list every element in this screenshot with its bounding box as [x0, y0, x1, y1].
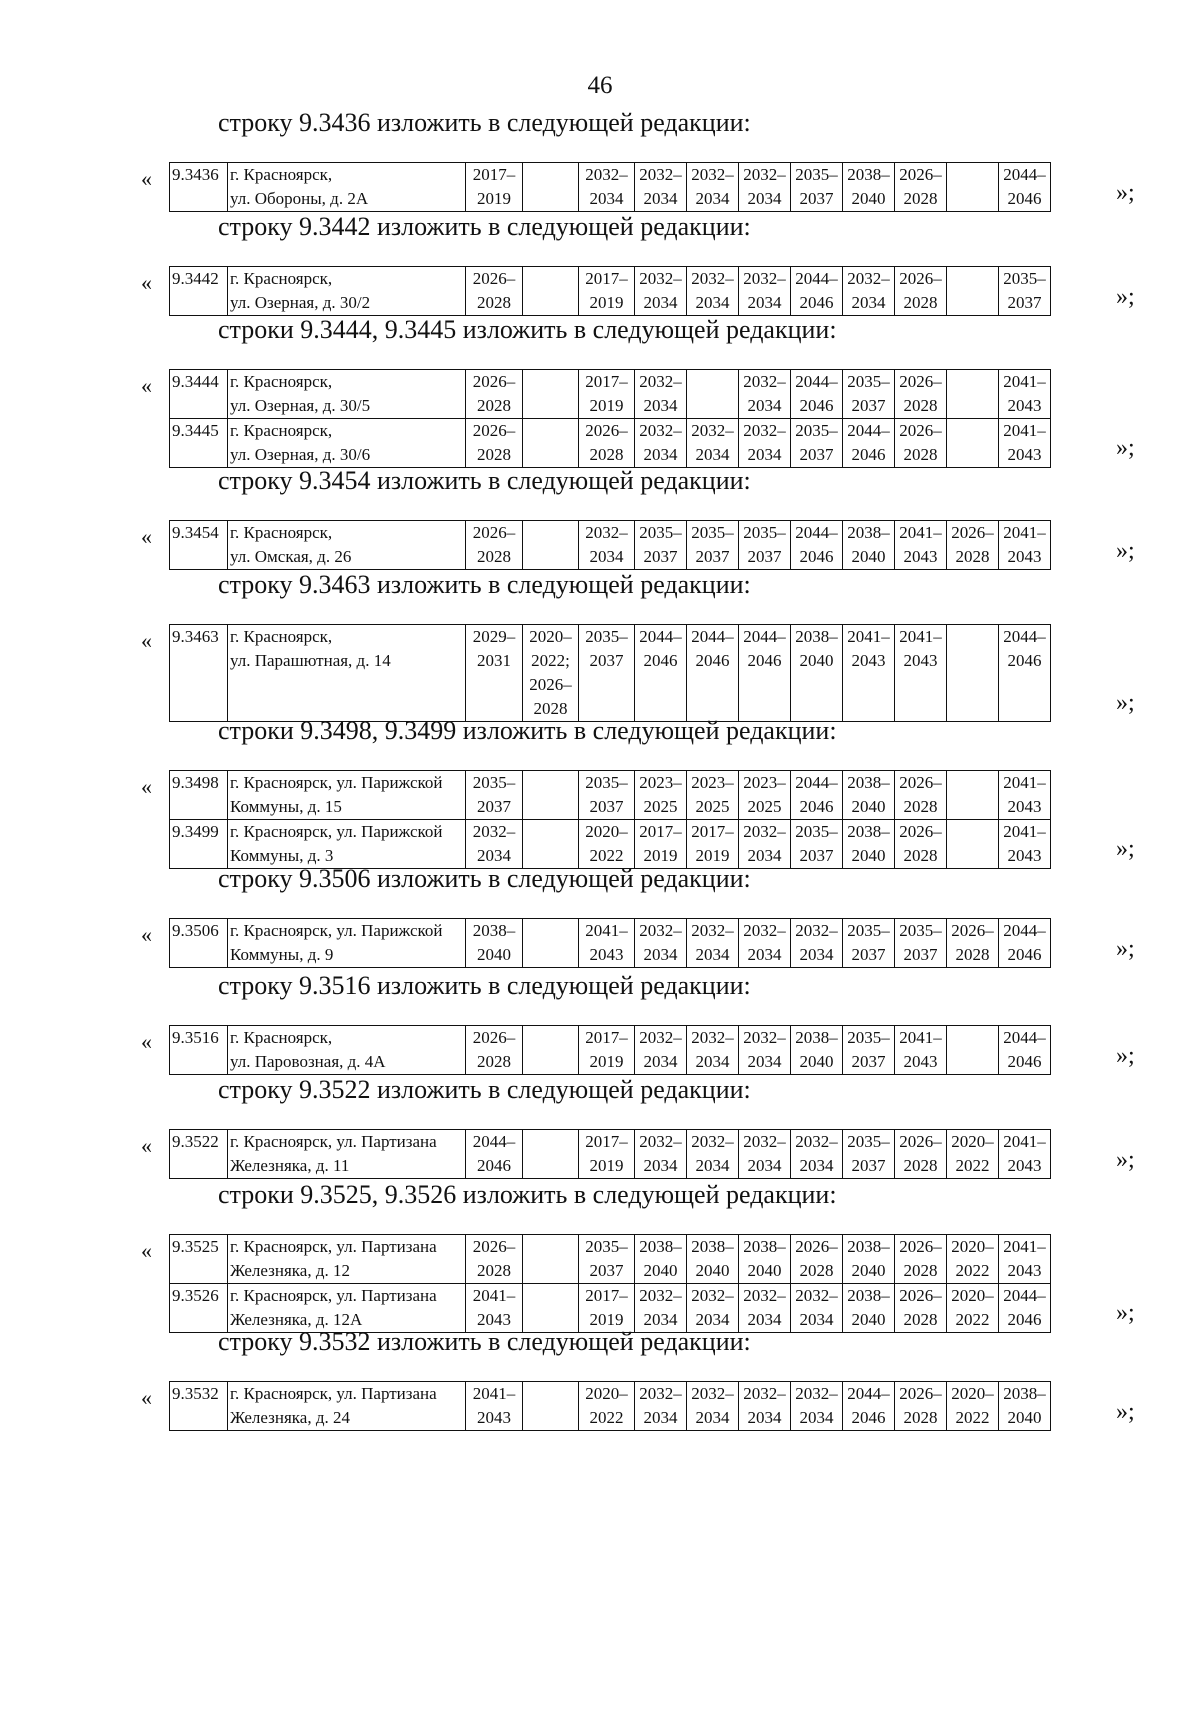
- record-table: [169, 918, 1051, 968]
- year-range-cell: 2041– 2043: [999, 820, 1051, 869]
- section-heading: строку 9.3436 изложить в следующей редакции:: [218, 108, 751, 137]
- table-row: [170, 521, 1051, 570]
- year-range-cell: 2038– 2040: [843, 1235, 895, 1284]
- year-range-cell: 2035– 2037: [791, 163, 843, 212]
- year-range-cell: 2020– 2022: [947, 1130, 999, 1179]
- year-range-cell: 2017– 2019: [579, 370, 635, 419]
- address-cell: г. Красноярск, ул. Паровозная, д. 4А: [228, 1026, 466, 1075]
- year-range-cell: 2032– 2034: [739, 419, 791, 468]
- opening-quote: «: [141, 1238, 152, 1263]
- year-range-cell: 2032– 2034: [687, 1130, 739, 1179]
- year-range-cell: 2035– 2037: [635, 521, 687, 570]
- year-range-cell: 2032– 2034: [843, 267, 895, 316]
- table-row: [170, 1382, 1051, 1431]
- year-range-cell: [523, 1235, 579, 1284]
- opening-quote: «: [141, 922, 152, 947]
- year-range-cell: 2032– 2034: [687, 1382, 739, 1431]
- table-row: [170, 1130, 1051, 1179]
- year-range-cell: 2041– 2043: [466, 1284, 523, 1333]
- year-range-cell: 2041– 2043: [843, 625, 895, 722]
- year-range-cell: [523, 820, 579, 869]
- year-range-cell: 2026– 2028: [895, 820, 947, 869]
- record-table: [169, 520, 1051, 570]
- year-range-cell: 2038– 2040: [843, 521, 895, 570]
- opening-quote: «: [141, 270, 152, 295]
- year-range-cell: 2032– 2034: [687, 267, 739, 316]
- year-range-cell: 2035– 2037: [791, 820, 843, 869]
- address-cell: г. Красноярск, ул. Парашютная, д. 14: [228, 625, 466, 722]
- year-range-cell: 2035– 2037: [579, 1235, 635, 1284]
- year-range-cell: [523, 163, 579, 212]
- year-range-cell: [523, 1130, 579, 1179]
- section-heading: строки 9.3498, 9.3499 изложить в следующей редакции:: [218, 716, 837, 745]
- record-table: [169, 1025, 1051, 1075]
- year-range-cell: 2044– 2046: [791, 370, 843, 419]
- opening-quote: «: [141, 1133, 152, 1158]
- year-range-cell: 2026– 2028: [466, 1026, 523, 1075]
- year-range-cell: 2032– 2034: [635, 267, 687, 316]
- year-range-cell: 2032– 2034: [687, 419, 739, 468]
- year-range-cell: 2023– 2025: [687, 771, 739, 820]
- year-range-cell: 2017– 2019: [635, 820, 687, 869]
- year-range-cell: 2035– 2037: [739, 521, 791, 570]
- row-number: 9.3522: [170, 1130, 228, 1179]
- year-range-cell: 2044– 2046: [999, 919, 1051, 968]
- year-range-cell: 2038– 2040: [466, 919, 523, 968]
- year-range-cell: 2044– 2046: [791, 521, 843, 570]
- year-range-cell: [947, 625, 999, 722]
- address-cell: г. Красноярск, ул. Омская, д. 26: [228, 521, 466, 570]
- opening-quote: «: [141, 524, 152, 549]
- year-range-cell: 2038– 2040: [739, 1235, 791, 1284]
- year-range-cell: 2041– 2043: [895, 625, 947, 722]
- year-range-cell: 2020– 2022: [579, 1382, 635, 1431]
- year-range-cell: 2026– 2028: [895, 1235, 947, 1284]
- section-heading: строку 9.3454 изложить в следующей редакции:: [218, 466, 751, 495]
- year-range-cell: 2026– 2028: [466, 419, 523, 468]
- section-heading: строки 9.3444, 9.3445 изложить в следующей редакции:: [218, 315, 837, 344]
- year-range-cell: 2017– 2019: [579, 1026, 635, 1075]
- year-range-cell: 2017– 2019: [466, 163, 523, 212]
- year-range-cell: 2032– 2034: [635, 919, 687, 968]
- record-table: [169, 369, 1051, 468]
- table-row: [170, 370, 1051, 419]
- row-number: 9.3444: [170, 370, 228, 419]
- year-range-cell: [947, 163, 999, 212]
- year-range-cell: 2032– 2034: [739, 267, 791, 316]
- year-range-cell: [947, 771, 999, 820]
- page-number: 46: [587, 72, 613, 99]
- year-range-cell: 2035– 2037: [843, 919, 895, 968]
- section-heading: строку 9.3532 изложить в следующей редакции:: [218, 1327, 751, 1356]
- year-range-cell: 2032– 2034: [739, 919, 791, 968]
- table-row: [170, 419, 1051, 468]
- year-range-cell: 2026– 2028: [466, 267, 523, 316]
- year-range-cell: 2032– 2034: [739, 1026, 791, 1075]
- year-range-cell: 2035– 2037: [843, 1026, 895, 1075]
- year-range-cell: 2026– 2028: [466, 1235, 523, 1284]
- year-range-cell: 2032– 2034: [687, 919, 739, 968]
- row-number: 9.3532: [170, 1382, 228, 1431]
- row-number: 9.3498: [170, 771, 228, 820]
- year-range-cell: 2044– 2046: [999, 1026, 1051, 1075]
- row-number: 9.3454: [170, 521, 228, 570]
- year-range-cell: 2035– 2037: [687, 521, 739, 570]
- year-range-cell: 2017– 2019: [579, 267, 635, 316]
- year-range-cell: 2032– 2034: [635, 370, 687, 419]
- opening-quote: «: [141, 1385, 152, 1410]
- year-range-cell: 2026– 2028: [947, 919, 999, 968]
- closing-quote: »;: [1116, 1399, 1135, 1425]
- year-range-cell: 2044– 2046: [739, 625, 791, 722]
- year-range-cell: 2044– 2046: [687, 625, 739, 722]
- year-range-cell: [687, 370, 739, 419]
- year-range-cell: [523, 370, 579, 419]
- year-range-cell: 2038– 2040: [843, 820, 895, 869]
- year-range-cell: 2032– 2034: [635, 1382, 687, 1431]
- record-table: [169, 624, 1051, 722]
- year-range-cell: 2032– 2034: [791, 1284, 843, 1333]
- address-cell: г. Красноярск, ул. Партизана Железняка, д. 12: [228, 1235, 466, 1284]
- record-table: [169, 1234, 1051, 1333]
- year-range-cell: 2026– 2028: [791, 1235, 843, 1284]
- address-cell: г. Красноярск, ул. Парижской Коммуны, д. 15: [228, 771, 466, 820]
- year-range-cell: 2032– 2034: [739, 1284, 791, 1333]
- year-range-cell: 2026– 2028: [466, 370, 523, 419]
- address-cell: г. Красноярск, ул. Парижской Коммуны, д. 9: [228, 919, 466, 968]
- table-row: [170, 771, 1051, 820]
- year-range-cell: 2032– 2034: [791, 1130, 843, 1179]
- year-range-cell: 2041– 2043: [579, 919, 635, 968]
- row-number: 9.3526: [170, 1284, 228, 1333]
- year-range-cell: 2038– 2040: [843, 771, 895, 820]
- year-range-cell: 2026– 2028: [895, 163, 947, 212]
- section-heading: строку 9.3463 изложить в следующей редакции:: [218, 570, 751, 599]
- year-range-cell: 2041– 2043: [999, 370, 1051, 419]
- year-range-cell: 2041– 2043: [466, 1382, 523, 1431]
- section-heading: строки 9.3525, 9.3526 изложить в следующей редакции:: [218, 1180, 837, 1209]
- record-table: [169, 1381, 1051, 1431]
- year-range-cell: 2041– 2043: [895, 1026, 947, 1075]
- year-range-cell: 2032– 2034: [739, 1382, 791, 1431]
- table-row: [170, 820, 1051, 869]
- year-range-cell: [523, 1026, 579, 1075]
- year-range-cell: 2044– 2046: [999, 625, 1051, 722]
- year-range-cell: 2035– 2037: [791, 419, 843, 468]
- address-cell: г. Красноярск, ул. Партизана Железняка, д. 12А: [228, 1284, 466, 1333]
- section-heading: строку 9.3516 изложить в следующей редакции:: [218, 971, 751, 1000]
- year-range-cell: 2035– 2037: [895, 919, 947, 968]
- section-heading: строку 9.3506 изложить в следующей редакции:: [218, 864, 751, 893]
- year-range-cell: 2044– 2046: [843, 419, 895, 468]
- year-range-cell: [947, 267, 999, 316]
- year-range-cell: [523, 521, 579, 570]
- year-range-cell: 2038– 2040: [687, 1235, 739, 1284]
- year-range-cell: 2029– 2031: [466, 625, 523, 722]
- year-range-cell: 2032– 2034: [579, 521, 635, 570]
- year-range-cell: 2026– 2028: [466, 521, 523, 570]
- year-range-cell: 2032– 2034: [635, 1026, 687, 1075]
- year-range-cell: [947, 370, 999, 419]
- year-range-cell: 2038– 2040: [635, 1235, 687, 1284]
- year-range-cell: 2035– 2037: [999, 267, 1051, 316]
- year-range-cell: 2035– 2037: [843, 370, 895, 419]
- year-range-cell: 2041– 2043: [999, 521, 1051, 570]
- year-range-cell: 2020– 2022: [947, 1284, 999, 1333]
- section-heading: строку 9.3522 изложить в следующей редакции:: [218, 1075, 751, 1104]
- year-range-cell: 2032– 2034: [739, 370, 791, 419]
- year-range-cell: 2026– 2028: [579, 419, 635, 468]
- year-range-cell: 2038– 2040: [791, 1026, 843, 1075]
- address-cell: г. Красноярск, ул. Партизана Железняка, д. 24: [228, 1382, 466, 1431]
- year-range-cell: 2041– 2043: [895, 521, 947, 570]
- year-range-cell: 2032– 2034: [579, 163, 635, 212]
- year-range-cell: 2032– 2034: [635, 163, 687, 212]
- year-range-cell: 2032– 2034: [739, 820, 791, 869]
- closing-quote: »;: [1116, 538, 1135, 564]
- year-range-cell: 2032– 2034: [635, 419, 687, 468]
- year-range-cell: 2026– 2028: [895, 370, 947, 419]
- opening-quote: «: [141, 166, 152, 191]
- address-cell: г. Красноярск, ул. Парижской Коммуны, д. 3: [228, 820, 466, 869]
- table-row: [170, 163, 1051, 212]
- year-range-cell: 2041– 2043: [999, 771, 1051, 820]
- year-range-cell: 2026– 2028: [895, 1130, 947, 1179]
- closing-quote: »;: [1116, 284, 1135, 310]
- year-range-cell: 2026– 2028: [947, 521, 999, 570]
- year-range-cell: 2035– 2037: [843, 1130, 895, 1179]
- year-range-cell: 2044– 2046: [791, 771, 843, 820]
- table-row: [170, 625, 1051, 722]
- year-range-cell: 2032– 2034: [739, 163, 791, 212]
- year-range-cell: 2032– 2034: [687, 1284, 739, 1333]
- year-range-cell: 2041– 2043: [999, 1235, 1051, 1284]
- year-range-cell: [523, 1284, 579, 1333]
- address-cell: г. Красноярск, ул. Обороны, д. 2А: [228, 163, 466, 212]
- opening-quote: «: [141, 774, 152, 799]
- year-range-cell: 2038– 2040: [843, 163, 895, 212]
- year-range-cell: 2032– 2034: [687, 1026, 739, 1075]
- row-number: 9.3463: [170, 625, 228, 722]
- year-range-cell: [523, 1382, 579, 1431]
- address-cell: г. Красноярск, ул. Озерная, д. 30/5: [228, 370, 466, 419]
- year-range-cell: [947, 1026, 999, 1075]
- opening-quote: «: [141, 1029, 152, 1054]
- address-cell: г. Красноярск, ул. Партизана Железняка, д. 11: [228, 1130, 466, 1179]
- row-number: 9.3506: [170, 919, 228, 968]
- year-range-cell: 2035– 2037: [579, 625, 635, 722]
- year-range-cell: 2038– 2040: [843, 1284, 895, 1333]
- year-range-cell: 2032– 2034: [791, 919, 843, 968]
- closing-quote: »;: [1116, 1300, 1135, 1326]
- year-range-cell: 2032– 2034: [635, 1284, 687, 1333]
- year-range-cell: 2020– 2022: [947, 1382, 999, 1431]
- year-range-cell: 2026– 2028: [895, 1382, 947, 1431]
- year-range-cell: [947, 419, 999, 468]
- section-heading: строку 9.3442 изложить в следующей редакции:: [218, 212, 751, 241]
- year-range-cell: 2035– 2037: [579, 771, 635, 820]
- year-range-cell: 2026– 2028: [895, 267, 947, 316]
- opening-quote: «: [141, 628, 152, 653]
- record-table: [169, 770, 1051, 869]
- closing-quote: »;: [1116, 936, 1135, 962]
- table-row: [170, 1235, 1051, 1284]
- year-range-cell: 2041– 2043: [999, 419, 1051, 468]
- closing-quote: »;: [1116, 1043, 1135, 1069]
- row-number: 9.3436: [170, 163, 228, 212]
- table-row: [170, 267, 1051, 316]
- record-table: [169, 162, 1051, 212]
- year-range-cell: 2044– 2046: [999, 1284, 1051, 1333]
- address-cell: г. Красноярск, ул. Озерная, д. 30/6: [228, 419, 466, 468]
- year-range-cell: 2035– 2037: [466, 771, 523, 820]
- table-row: [170, 1026, 1051, 1075]
- year-range-cell: 2032– 2034: [635, 1130, 687, 1179]
- year-range-cell: [523, 267, 579, 316]
- year-range-cell: 2038– 2040: [791, 625, 843, 722]
- year-range-cell: 2032– 2034: [466, 820, 523, 869]
- year-range-cell: 2038– 2040: [999, 1382, 1051, 1431]
- year-range-cell: 2017– 2019: [687, 820, 739, 869]
- year-range-cell: 2044– 2046: [466, 1130, 523, 1179]
- year-range-cell: 2026– 2028: [895, 771, 947, 820]
- address-cell: г. Красноярск, ул. Озерная, д. 30/2: [228, 267, 466, 316]
- year-range-cell: 2020– 2022; 2026– 2028: [523, 625, 579, 722]
- year-range-cell: [523, 419, 579, 468]
- year-range-cell: 2017– 2019: [579, 1284, 635, 1333]
- closing-quote: »;: [1116, 180, 1135, 206]
- year-range-cell: 2044– 2046: [999, 163, 1051, 212]
- year-range-cell: 2026– 2028: [895, 419, 947, 468]
- table-row: [170, 919, 1051, 968]
- year-range-cell: 2041– 2043: [999, 1130, 1051, 1179]
- year-range-cell: 2020– 2022: [947, 1235, 999, 1284]
- record-table: [169, 266, 1051, 316]
- closing-quote: »;: [1116, 435, 1135, 461]
- year-range-cell: [523, 771, 579, 820]
- year-range-cell: 2032– 2034: [791, 1382, 843, 1431]
- closing-quote: »;: [1116, 1147, 1135, 1173]
- year-range-cell: 2044– 2046: [635, 625, 687, 722]
- year-range-cell: 2032– 2034: [739, 1130, 791, 1179]
- row-number: 9.3442: [170, 267, 228, 316]
- row-number: 9.3516: [170, 1026, 228, 1075]
- year-range-cell: 2017– 2019: [579, 1130, 635, 1179]
- year-range-cell: 2023– 2025: [635, 771, 687, 820]
- year-range-cell: 2044– 2046: [843, 1382, 895, 1431]
- closing-quote: »;: [1116, 836, 1135, 862]
- year-range-cell: 2023– 2025: [739, 771, 791, 820]
- year-range-cell: 2026– 2028: [895, 1284, 947, 1333]
- year-range-cell: 2044– 2046: [791, 267, 843, 316]
- record-table: [169, 1129, 1051, 1179]
- table-row: [170, 1284, 1051, 1333]
- year-range-cell: 2020– 2022: [579, 820, 635, 869]
- year-range-cell: [947, 820, 999, 869]
- row-number: 9.3525: [170, 1235, 228, 1284]
- opening-quote: «: [141, 373, 152, 398]
- closing-quote: »;: [1116, 690, 1135, 716]
- year-range-cell: [523, 919, 579, 968]
- row-number: 9.3499: [170, 820, 228, 869]
- row-number: 9.3445: [170, 419, 228, 468]
- year-range-cell: 2032– 2034: [687, 163, 739, 212]
